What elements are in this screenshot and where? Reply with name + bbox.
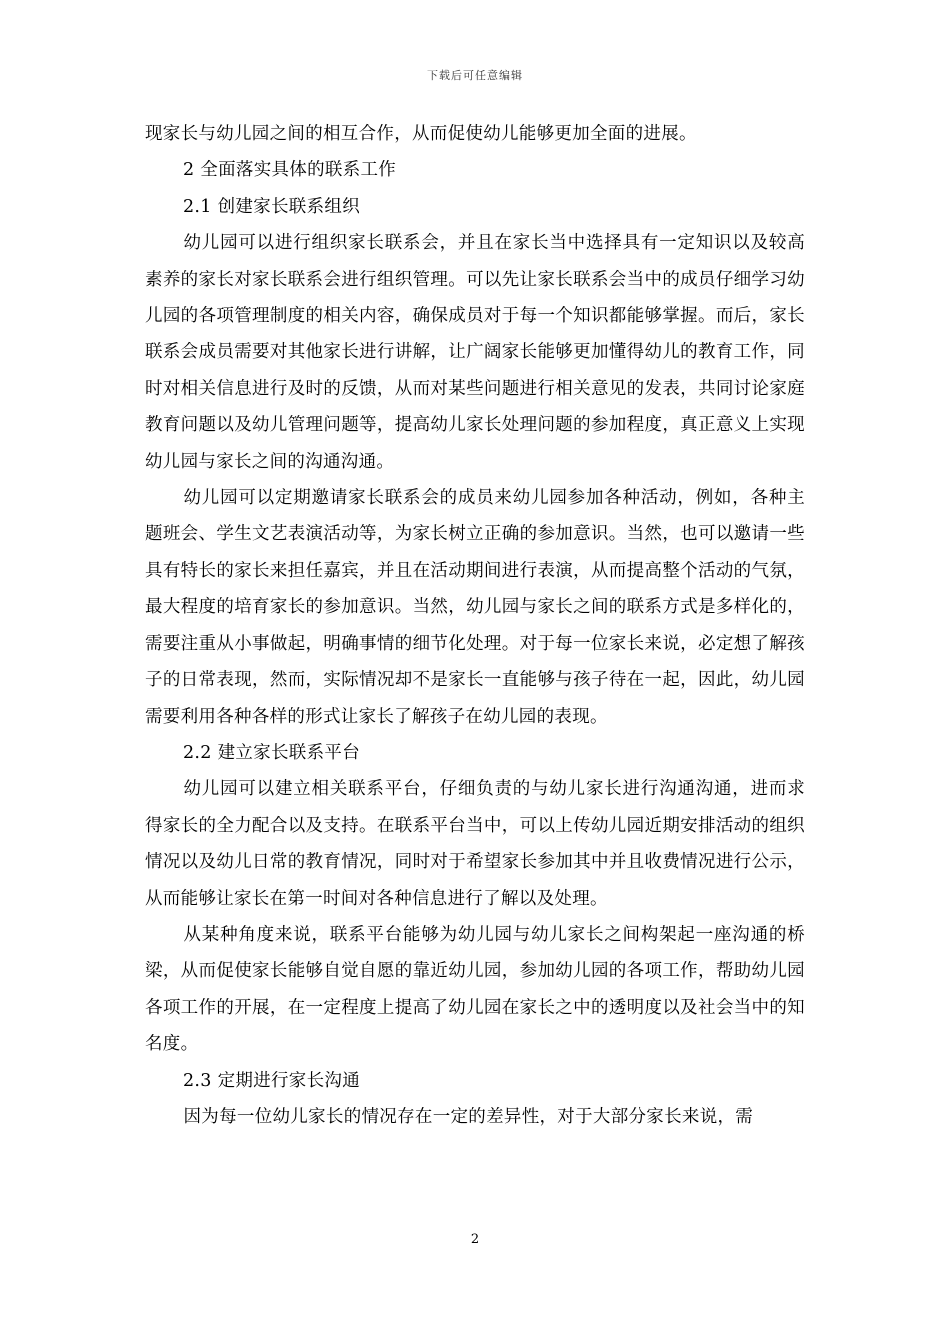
subsection-heading: 2.2 建立家长联系平台 [183, 742, 360, 763]
section-heading: 2 全面落实具体的联系工作 [183, 160, 397, 181]
paragraph: 从某种角度来说，联系平台能够为幼儿园与幼儿家长之间构架起一座沟通的桥梁，从而促使家长能够自觉自愿的靠近幼儿园，参加幼儿园的各项工作，帮助幼儿园各项工作的开展，在一定程度上提高了幼儿园在家长之中的透明度以及社会当中的知名度。 [145, 924, 805, 1055]
header-note: 下载后可任意编辑 [427, 69, 523, 82]
paragraph: 幼儿园可以建立相关联系平台，仔细负责的与幼儿家长进行沟通沟通，进而求得家长的全力配合以及支持。在联系平台当中，可以上传幼儿园近期安排活动的组织情况以及幼儿日常的教育情况，同时对于希望家长参加其中并且收费情况进行公示，从而能够让家长在第一时间对各种信息进行了解以及处理。 [145, 779, 805, 909]
subsection-heading: 2.3 定期进行家长沟通 [183, 1070, 360, 1091]
page-number: 2 [470, 1232, 480, 1247]
paragraph: 幼儿园可以定期邀请家长联系会的成员来幼儿园参加各种活动，例如，各种主题班会、学生文艺表演活动等，为家长树立正确的参加意识。当然，也可以邀请一些具有特长的家长来担任嘉宾，并且在活动期间进行表演，从而提高整个活动的气氛，最大程度的培育家长的参加意识。当然，幼儿园与家长之间的联系方式是多样化的，需要注重从小事做起，明确事情的细节化处理。对于每一位家长来说，必定想了解孩子的日常表现，然而，实际情况却不是家长一直能够与孩子待在一起，因此，幼儿园需要利用各种各样的形式让家长了解孩子在幼儿园的表现。 [145, 488, 805, 727]
paragraph: 因为每一位幼儿家长的情况存在一定的差异性，对于大部分家长来说，需 [183, 1106, 754, 1127]
paragraph: 幼儿园可以进行组织家长联系会，并且在家长当中选择具有一定知识以及较高素养的家长对家长联系会进行组织管理。可以先让家长联系会当中的成员仔细学习幼儿园的各项管理制度的相关内容，确保成员对于每一个知识都能够掌握。而后，家长联系会成员需要对其他家长进行讲解，让广阔家长能够更加懂得幼儿的教育工作，同时对相关信息进行及时的反馈，从而对某些问题进行相关意见的发表，共同讨论家庭教育问题以及幼儿管理问题等，提高幼儿家长处理问题的参加程度，真正意义上实现幼儿园与家长之间的沟通沟通。 [145, 233, 805, 472]
document-body [145, 116, 805, 1135]
paragraph-continued: 现家长与幼儿园之间的相互合作，从而促使幼儿能够更加全面的进展。 [145, 124, 697, 144]
subsection-heading: 2.1 创建家长联系组织 [183, 196, 360, 217]
